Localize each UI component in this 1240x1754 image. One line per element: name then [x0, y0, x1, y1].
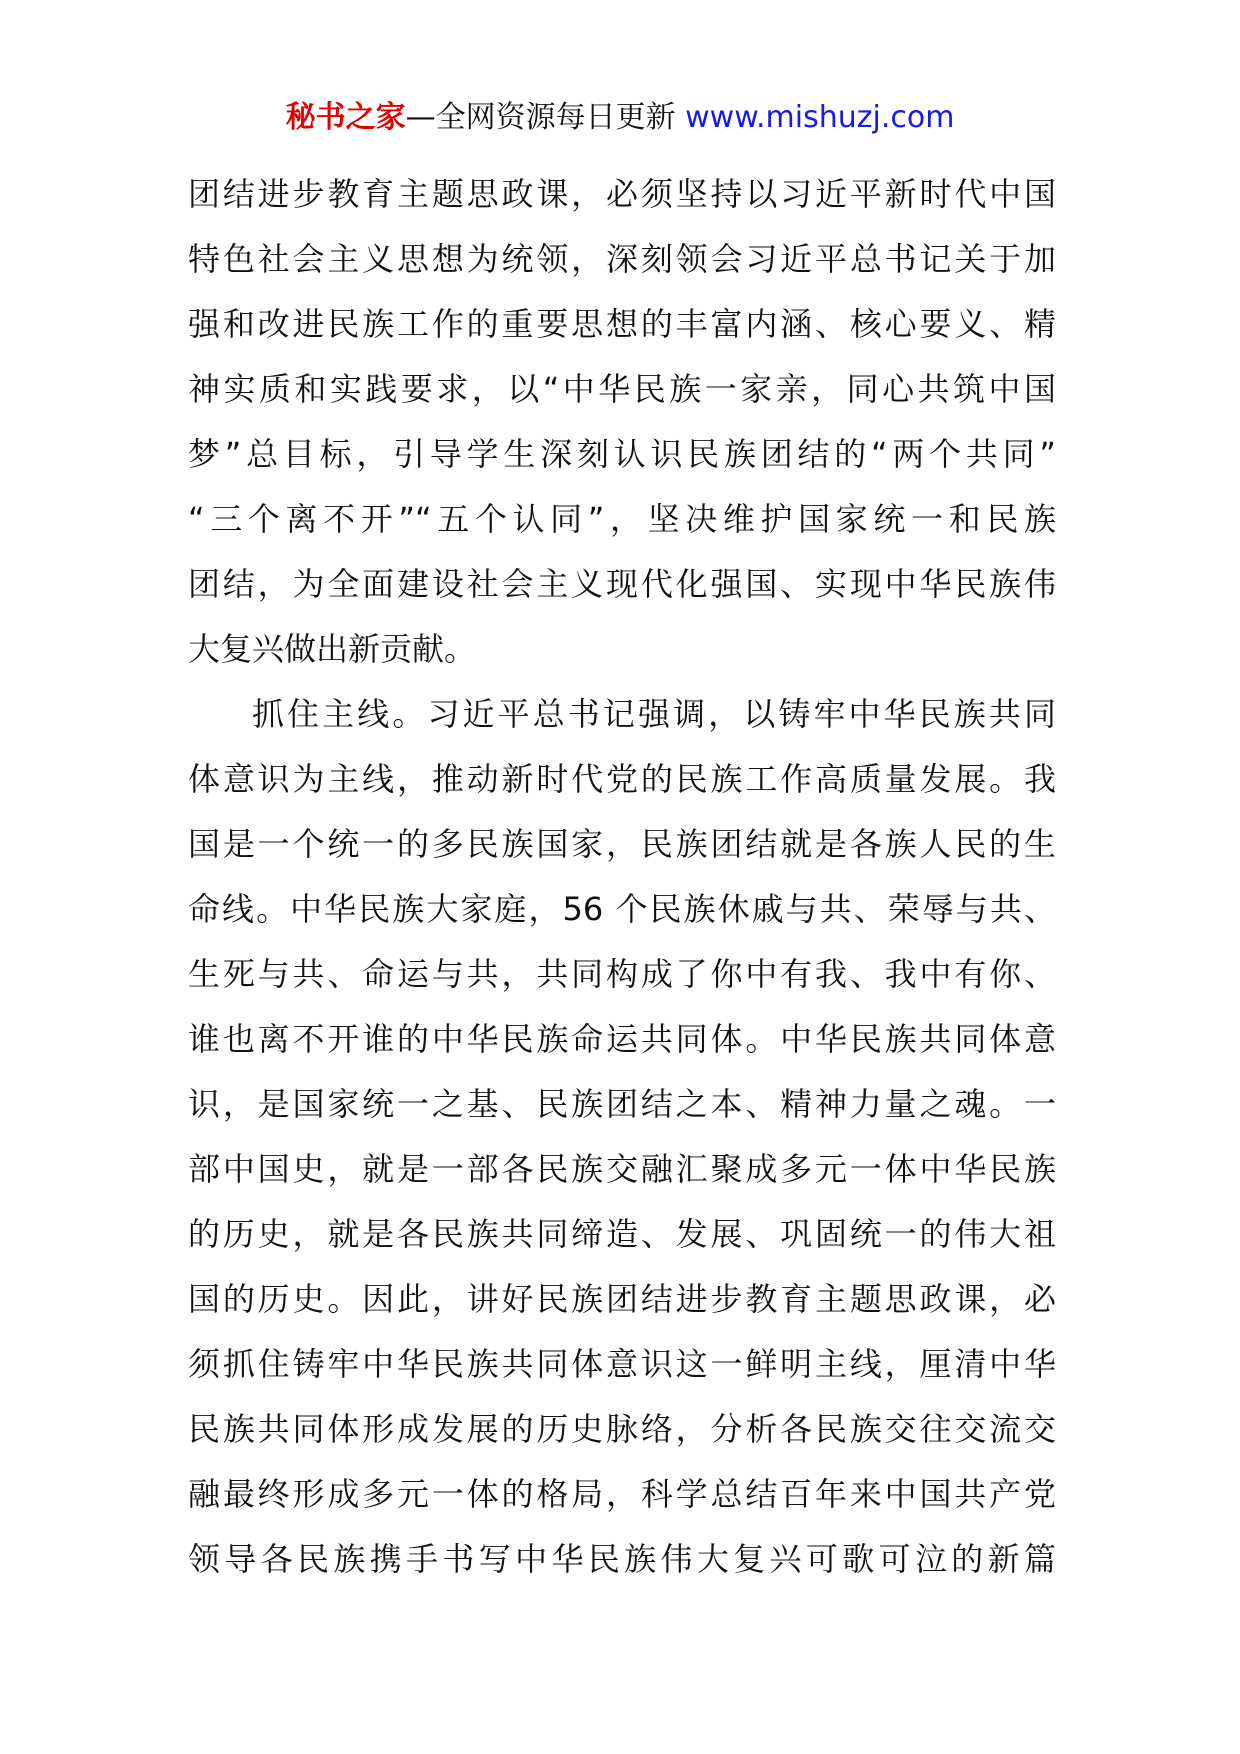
- site-url-link[interactable]: www.mishuzj.com: [685, 100, 955, 135]
- paragraph-1-line: 梦”总目标，引导学生深刻认识民族团结的“两个共同”: [188, 435, 1056, 473]
- paragraph-2-line: 领导各民族携手书写中华民族伟大复兴可歌可泣的新篇: [188, 1540, 1056, 1578]
- paragraph-2-line: 谁也离不开谁的中华民族命运共同体。中华民族共同体意: [188, 1020, 1056, 1058]
- paragraph-2-line: 国是一个统一的多民族国家，民族团结就是各族人民的生: [188, 825, 1056, 863]
- paragraph-2-line: 抓住主线。习近平总书记强调，以铸牢中华民族共同: [252, 695, 1056, 733]
- paragraph-1-line: 团结进步教育主题思政课，必须坚持以习近平新时代中国: [188, 175, 1056, 213]
- paragraph-1-line: 团结，为全面建设社会主义现代化强国、实现中华民族伟: [188, 565, 1056, 603]
- document-body: [188, 162, 1056, 1592]
- paragraph-2-line: 命线。中华民族大家庭，56 个民族休戚与共、荣辱与共、: [188, 890, 1056, 928]
- paragraph-1-line: “三个离不开”“五个认同”，坚决维护国家统一和民族: [188, 500, 1056, 538]
- paragraph-1-line: 强和改进民族工作的重要思想的丰富内涵、核心要义、精: [188, 305, 1056, 343]
- paragraph-1-line: 大复兴做出新贡献。: [188, 630, 477, 668]
- paragraph-2-line: 民族共同体形成发展的历史脉络，分析各民族交往交流交: [188, 1410, 1056, 1448]
- paragraph-1-line: 神实质和实践要求，以“中华民族一家亲，同心共筑中国: [188, 370, 1056, 408]
- paragraph-2-line: 识，是国家统一之基、民族团结之本、精神力量之魂。一: [188, 1085, 1056, 1123]
- paragraph-2-line: 的历史，就是各民族共同缔造、发展、巩固统一的伟大祖: [188, 1215, 1056, 1253]
- paragraph-2-line: 体意识为主线，推动新时代党的民族工作高质量发展。我: [188, 760, 1056, 798]
- paragraph-2-line: 须抓住铸牢中华民族共同体意识这一鲜明主线，厘清中华: [188, 1345, 1056, 1383]
- paragraph-2-line: 融最终形成多元一体的格局，科学总结百年来中国共产党: [188, 1475, 1056, 1513]
- paragraph-2-line: 国的历史。因此，讲好民族团结进步教育主题思政课，必: [188, 1280, 1056, 1318]
- paragraph-2-line: 生死与共、命运与共，共同构成了你中有我、我中有你、: [188, 955, 1056, 993]
- paragraph-1-line: 特色社会主义思想为统领，深刻领会习近平总书记关于加: [188, 240, 1056, 278]
- site-brand: 秘书之家: [285, 100, 406, 135]
- paragraph-2-line: 部中国史，就是一部各民族交融汇聚成多元一体中华民族: [188, 1150, 1056, 1188]
- page-header: [0, 98, 1240, 138]
- site-tagline: —全网资源每日更新: [405, 100, 686, 135]
